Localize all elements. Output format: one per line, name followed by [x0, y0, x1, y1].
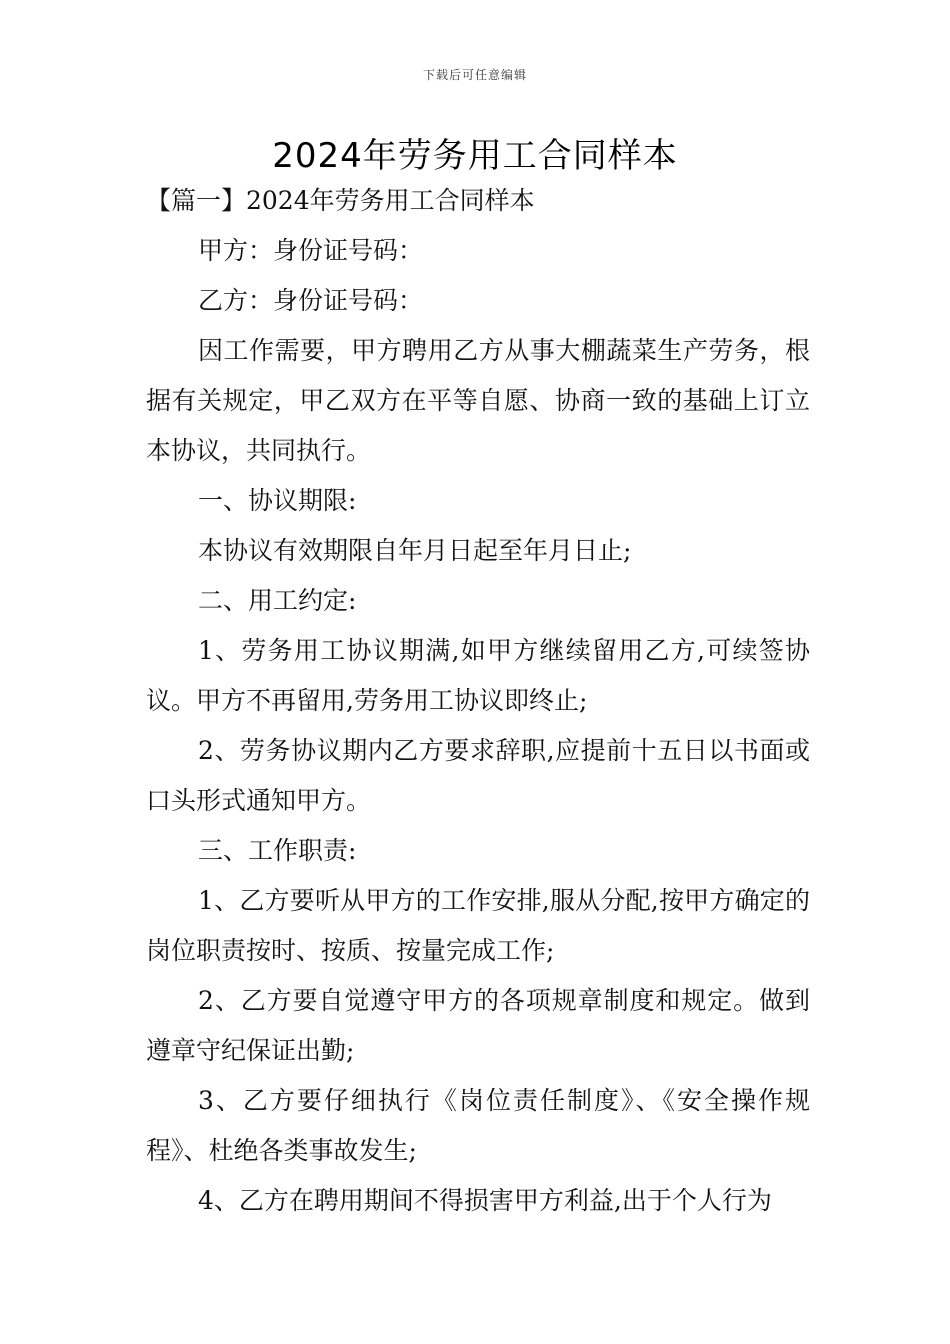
intro-paragraph: 因工作需要，甲方聘用乙方从事大棚蔬菜生产劳务，根据有关规定，甲乙双方在平等自愿、协商一致的基础上订立本协议，共同执行。 — [146, 336, 810, 465]
clause-heading-term: 一、协议期限: — [198, 486, 357, 515]
clause-heading-duties: 三、工作职责: — [198, 836, 357, 865]
duty-item-4: 4、乙方在聘用期间不得损害甲方利益,出于个人行为 — [198, 1186, 772, 1215]
clause-heading-employment: 二、用工约定: — [198, 586, 357, 615]
employment-item-1: 1、劳务用工协议期满,如甲方继续留用乙方,可续签协议。甲方不再留用,劳务用工协议即终止; — [146, 636, 810, 715]
header-note: 下载后可任意编辑 — [422, 68, 527, 82]
duty-item-2: 2、乙方要自觉遵守甲方的各项规章制度和规定。做到遵章守纪保证出勤; — [146, 986, 810, 1065]
party-a-line: 甲方：身份证号码： — [198, 236, 424, 265]
term-paragraph: 本协议有效期限自年月日起至年月日止; — [198, 536, 632, 565]
duty-item-1: 1、乙方要听从甲方的工作安排,服从分配,按甲方确定的岗位职责按时、按质、按量完成工作; — [146, 886, 810, 965]
document-body — [146, 176, 810, 1226]
section-heading: 【篇一】2024年劳务用工合同样本 — [146, 186, 535, 215]
party-b-line: 乙方：身份证号码： — [198, 286, 424, 315]
employment-item-2: 2、劳务协议期内乙方要求辞职,应提前十五日以书面或口头形式通知甲方。 — [146, 736, 810, 815]
duty-item-3: 3、乙方要仔细执行《岗位责任制度》、《安全操作规程》、杜绝各类事故发生; — [146, 1086, 810, 1165]
document-title: 2024年劳务用工合同样本 — [272, 136, 678, 176]
